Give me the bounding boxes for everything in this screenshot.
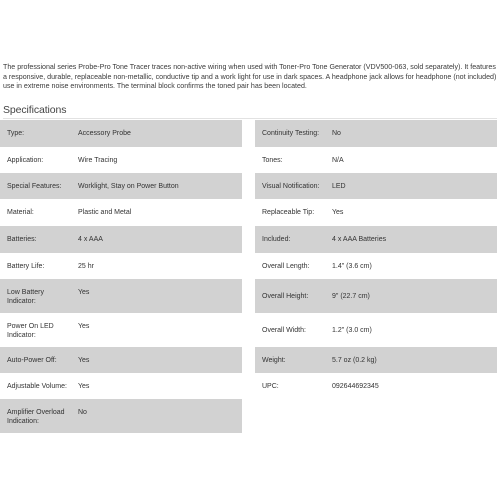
spec-label: Material: (7, 209, 34, 216)
spec-value: 9" (22.7 cm) (332, 293, 370, 300)
spec-value: Accessory Probe (78, 130, 131, 137)
spec-label: Batteries: (7, 236, 37, 243)
spec-value: 092644692345 (332, 383, 379, 390)
spec-value: 1.4" (3.6 cm) (332, 263, 372, 270)
spec-row (0, 279, 242, 313)
heading-divider (3, 118, 497, 119)
spec-label: Power On LED Indicator: (7, 323, 54, 339)
spec-row (0, 199, 242, 226)
spec-label: Auto-Power Off: (7, 357, 57, 364)
spec-value: Wire Tracing (78, 157, 118, 164)
spec-row (255, 199, 497, 226)
spec-value: Yes (78, 357, 90, 364)
spec-row (0, 120, 242, 147)
spec-label: Overall Length: (262, 263, 310, 270)
spec-row (0, 399, 242, 433)
spec-value: Worklight, Stay on Power Button (78, 183, 179, 190)
spec-value: LED (332, 183, 346, 190)
spec-row (0, 147, 242, 173)
spec-row (255, 226, 497, 253)
spec-value: No (332, 130, 341, 137)
spec-row (0, 347, 242, 373)
spec-row (255, 313, 497, 347)
spec-value: 4 x AAA Batteries (332, 236, 387, 243)
spec-label: Special Features: (7, 183, 62, 190)
spec-row (255, 147, 497, 173)
spec-row (0, 373, 242, 399)
specifications-heading: Specifications (3, 104, 67, 116)
spec-label: Amplifier Overload Indication: (7, 409, 65, 425)
spec-row (0, 313, 242, 347)
spec-value: 25 hr (78, 263, 94, 270)
spec-label: Type: (7, 130, 25, 137)
spec-label: Weight: (262, 357, 286, 364)
product-description: The professional series Probe-Pro Tone Tracer traces non-active wiring when used with Toner-Pro Tone Generator (VDV500-063, sold separately). It features a responsive, durable, replaceable non-metallic, conductive tip and a work light for use in dark spaces. A headphone jack allows for headphone (not included) use in extreme noise environments. The terminal block confirms the toned pair has been located. (3, 63, 497, 91)
spec-value: 4 x AAA (78, 236, 103, 243)
spec-row (255, 120, 497, 147)
spec-value: 1.2" (3.0 cm) (332, 327, 372, 334)
spec-label: Tones: (262, 157, 283, 164)
spec-row (0, 253, 242, 279)
specs-left-column (0, 120, 242, 433)
spec-label: Replaceable Tip: (262, 209, 315, 216)
spec-label: Low Battery Indicator: (7, 289, 44, 305)
spec-row (0, 173, 242, 199)
spec-row (255, 279, 497, 313)
spec-row (0, 226, 242, 253)
spec-label: Battery Life: (7, 263, 45, 270)
spec-label: Continuity Testing: (262, 130, 320, 137)
specs-right-column (255, 120, 497, 399)
spec-row (255, 373, 497, 399)
spec-value: Yes (78, 323, 90, 330)
spec-value: Yes (78, 383, 90, 390)
spec-label: UPC: (262, 383, 279, 390)
spec-label: Overall Width: (262, 327, 306, 334)
spec-value: Plastic and Metal (78, 209, 132, 216)
spec-row (255, 173, 497, 199)
spec-value: N/A (332, 157, 344, 164)
spec-label: Application: (7, 157, 44, 164)
spec-value: 5.7 oz (0.2 kg) (332, 357, 377, 364)
spec-row (255, 347, 497, 373)
spec-label: Overall Height: (262, 293, 309, 300)
spec-value: Yes (332, 209, 344, 216)
spec-value: Yes (78, 289, 90, 296)
spec-label: Visual Notification: (262, 183, 320, 190)
spec-label: Adjustable Volume: (7, 383, 67, 390)
spec-row (255, 253, 497, 279)
spec-value: No (78, 409, 87, 416)
spec-label: Included: (262, 236, 291, 243)
